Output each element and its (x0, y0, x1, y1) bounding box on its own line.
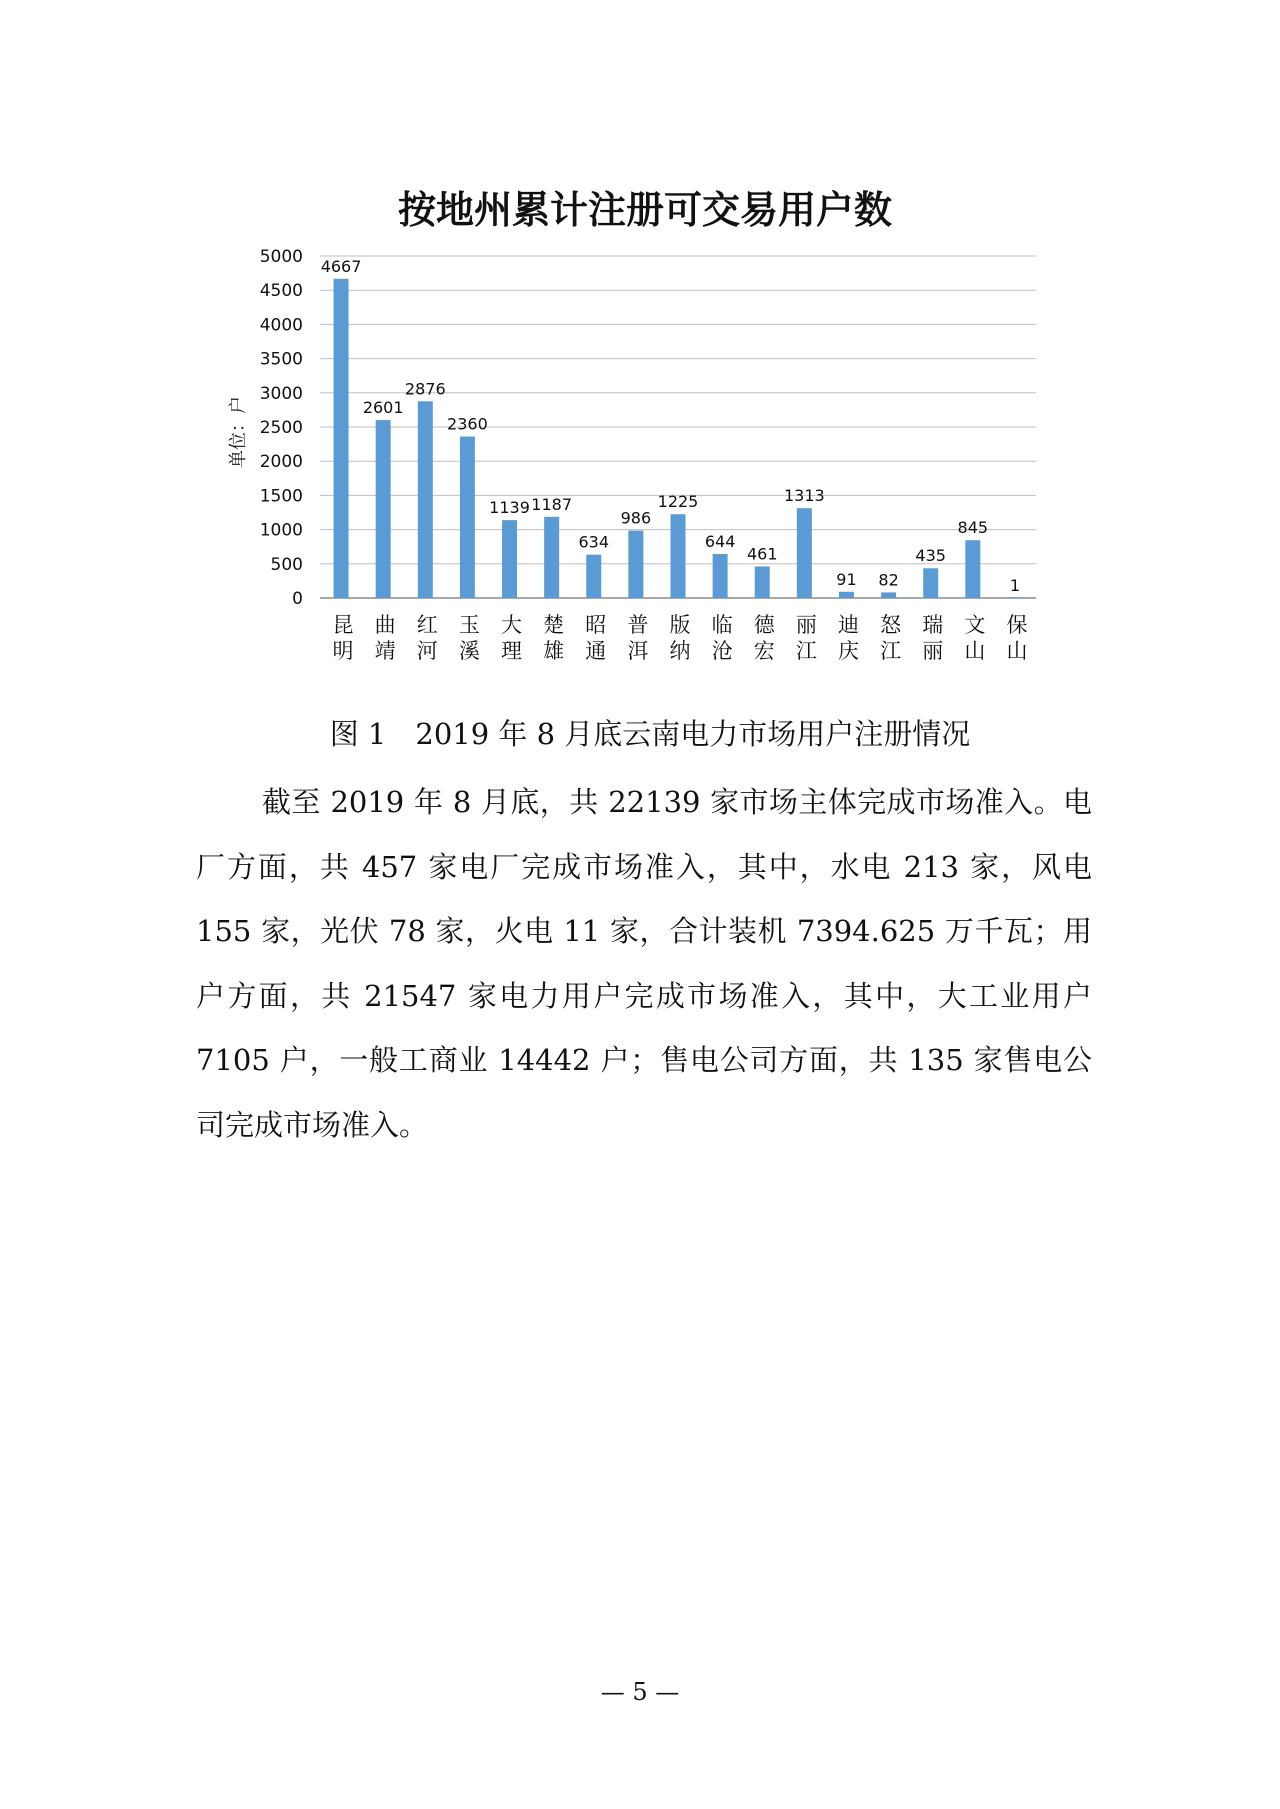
bar-4 (460, 437, 475, 598)
bar-value-label: 4667 (320, 256, 362, 276)
category-label-char: 迪 (837, 613, 859, 637)
category-label-char: 瑞 (922, 613, 944, 637)
bar-11 (755, 566, 770, 598)
bar-7 (586, 555, 601, 598)
y-tick-label: 2000 (259, 452, 303, 473)
category-label-char: 靖 (374, 639, 396, 663)
category-label (754, 613, 776, 663)
bar-16 (965, 540, 980, 598)
category-label-char: 临 (711, 613, 733, 637)
category-label-char: 洱 (627, 639, 649, 663)
bar-chart (0, 0, 1280, 700)
category-label-char: 溪 (458, 639, 480, 663)
y-tick-label: 2500 (259, 418, 303, 438)
category-label (585, 613, 606, 663)
bar-value-label: 2876 (404, 379, 446, 399)
bar-value-label: 461 (746, 544, 778, 564)
category-label (964, 613, 985, 663)
category-label-char: 纳 (669, 639, 691, 663)
category-label (627, 613, 648, 663)
category-label-char: 江 (795, 639, 817, 663)
y-tick-label: 5000 (259, 247, 303, 267)
category-label-char: 山 (1006, 639, 1028, 663)
category-label-char: 庆 (837, 639, 859, 663)
category-label (375, 613, 396, 663)
category-label-char: 明 (332, 639, 354, 663)
category-label-char: 保 (1006, 613, 1028, 637)
bar-8 (628, 531, 643, 598)
category-label-char: 版 (669, 613, 691, 637)
category-label-char: 丽 (795, 613, 817, 637)
category-label-char: 德 (753, 613, 775, 637)
bar-12 (797, 508, 812, 598)
category-label (796, 613, 817, 663)
category-label-char: 红 (416, 613, 438, 637)
bar-value-label: 91 (836, 569, 857, 589)
category-label-char: 昭 (585, 613, 607, 637)
category-label-char: 楚 (543, 613, 565, 637)
y-tick-label: 4500 (259, 281, 303, 302)
y-tick-label: 1500 (259, 486, 303, 507)
bar-5 (502, 520, 517, 598)
category-label (1006, 613, 1027, 663)
bar-17 (1007, 597, 1022, 598)
category-label (880, 613, 902, 663)
bar-2 (376, 420, 391, 598)
category-label-char: 怒 (880, 613, 902, 637)
category-label (333, 613, 354, 663)
category-label-char: 文 (964, 613, 986, 637)
body-paragraph: 截至 2019 年 8 月底，共 22139 家市场主体完成市场准入。电厂方面，共 457 家电厂完成市场准入，其中，水电 213 家，风电 155 家，光伏 78 家，火电 11 家，合计装机 7394.625 万千瓦；用户方面，共 21547 家电力用户完成市场准入，其中，大工业用户 7105 户，一般工商业 14442 户；售电公司方面，共 135 家售电公司完成市场准入。 (196, 785, 1092, 1142)
category-label-char: 大 (501, 613, 523, 637)
category-label (670, 613, 691, 663)
bar-6 (544, 517, 559, 598)
x-axis-categories (333, 613, 1028, 663)
bar-value-label: 986 (620, 508, 652, 528)
bar-13 (839, 592, 854, 598)
chart-canvas (0, 0, 1280, 700)
category-label-char: 普 (627, 613, 649, 637)
bar-value-label: 1187 (531, 494, 573, 514)
bar-value-label: 82 (878, 570, 899, 590)
category-label-char: 山 (964, 639, 986, 663)
category-label-char: 通 (585, 639, 607, 663)
bar-value-label: 845 (957, 518, 989, 538)
bar-3 (418, 401, 433, 598)
y-tick-label: 0 (292, 589, 303, 609)
bar-value-label: 2360 (447, 414, 488, 434)
bar-value-label: 1139 (489, 498, 530, 518)
category-label-char: 曲 (374, 613, 396, 637)
y-tick-label: 500 (270, 554, 303, 575)
chart-title: 按地州累计注册可交易用户数 (397, 188, 893, 232)
category-label-char: 沧 (711, 639, 733, 663)
category-label-char: 昆 (332, 613, 354, 637)
y-tick-label: 3500 (259, 349, 303, 370)
category-label (459, 613, 480, 663)
bar-value-label: 634 (578, 532, 610, 552)
category-label-char: 江 (880, 639, 902, 663)
y-axis-ticks (260, 247, 303, 609)
bar-15 (923, 568, 938, 598)
category-label (501, 613, 522, 663)
bar-value-label: 435 (915, 546, 946, 566)
category-label-char: 雄 (543, 639, 565, 663)
figure-caption: 图 1 2019 年 8 月底云南电力市场用户注册情况 (329, 717, 971, 751)
page-number: — 5 — (600, 1678, 680, 1706)
bar-9 (671, 514, 686, 598)
bar-1 (334, 279, 349, 598)
bar-10 (713, 554, 728, 598)
y-tick-label: 4000 (259, 315, 303, 336)
bar-value-label: 644 (704, 531, 736, 551)
category-label (712, 613, 733, 663)
category-label-char: 宏 (753, 639, 775, 663)
bar-value-label: 2601 (362, 398, 404, 418)
y-tick-label: 3000 (259, 383, 303, 404)
y-axis-label: 单位：户 (228, 396, 249, 468)
category-label (922, 613, 943, 663)
bar-value-label: 1313 (783, 486, 825, 506)
category-label-char: 玉 (458, 613, 480, 637)
bar-value-label: 1225 (657, 492, 699, 512)
category-label (543, 613, 564, 663)
bar-14 (881, 592, 896, 598)
category-label (417, 613, 438, 663)
category-label-char: 河 (416, 639, 438, 663)
category-label-char: 丽 (922, 639, 944, 663)
bar-value-label: 1 (1009, 575, 1021, 595)
y-tick-label: 1000 (259, 520, 303, 541)
category-label-char: 理 (501, 639, 523, 663)
category-label (838, 613, 859, 663)
